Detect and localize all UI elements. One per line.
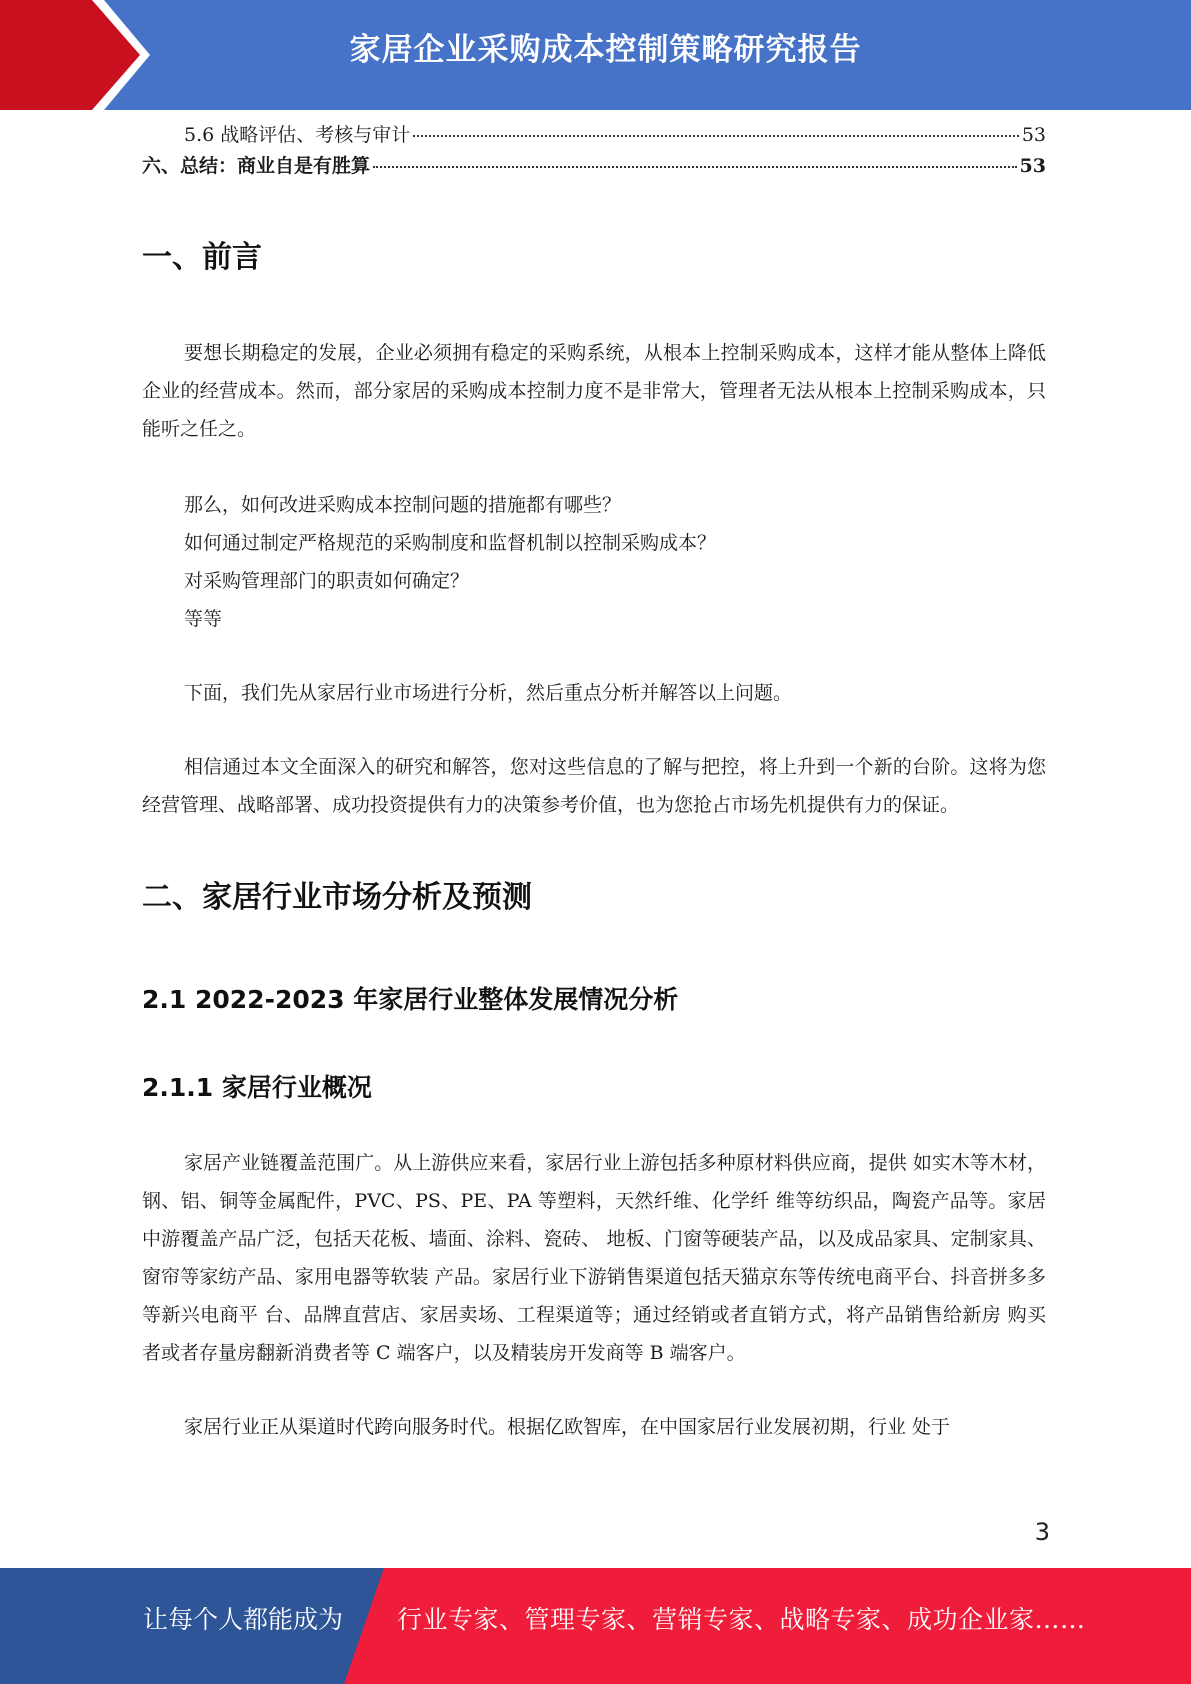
paragraph: 家居产业链覆盖范围广。从上游供应来看，家居行业上游包括多种原材料供应商，提供 如实木等木材，钢、铝、铜等金属配件，PVC、PS、PE、PA 等塑料，天然纤维、化学纤 维等纺织品，陶瓷产品等。家居中游覆盖产品广泛，包括天花板、墙面、涂料、瓷砖、 地板、门窗等硬装产品，以及成品家具、定制家具、窗帘等家纺产品、家用电器等软装 产品。家居行业下游销售渠道包括天猫京东等传统电商平台、抖音拼多多等新兴电商平 台、品牌直营店、家居卖场、工程渠道等；通过经销或者直销方式，将产品销售给新房 购买者或者存量房翻新消费者等 C 端客户，以及精装房开发商等 B 端客户。	[142, 1152, 1046, 1364]
toc-entry-label: 5.6 战略评估、考核与审计	[184, 124, 411, 146]
toc-entry-page: 53	[1021, 124, 1046, 146]
page-header	[0, 0, 1191, 110]
paragraph: 相信通过本文全面深入的研究和解答，您对这些信息的了解与把控，将上升到一个新的台阶。这将为您经营管理、战略部署、成功投资提供有力的决策参考价值，也为您抢占市场先机提供有力的保证。	[142, 756, 1046, 816]
toc-entry[interactable]	[142, 151, 1046, 182]
question-item: 那么，如何改进采购成本控制问题的措施都有哪些？	[184, 494, 622, 516]
paragraph: 家居行业正从渠道时代跨向服务时代。根据亿欧智库，在中国家居行业发展初期，行业 处于	[184, 1416, 951, 1438]
subsection-heading: 2.1 2022-2023 年家居行业整体发展情况分析	[142, 985, 679, 1014]
footer-slogan-right: 行业专家、管理专家、营销专家、战略专家、成功企业家……	[397, 1605, 1086, 1634]
page-number: 3	[1034, 1518, 1050, 1546]
subsubsection-heading: 2.1.1 家居行业概况	[142, 1073, 372, 1102]
paragraph: 下面，我们先从家居行业市场进行分析，然后重点分析并解答以上问题。	[184, 682, 793, 704]
section-heading: 一、前言	[142, 240, 262, 275]
question-item: 如何通过制定严格规范的采购制度和监督机制以控制采购成本？	[184, 532, 717, 554]
section-heading: 二、家居行业市场分析及预测	[142, 880, 532, 915]
question-list	[142, 486, 1046, 638]
toc-entry-label: 六、总结：商业自是有胜算	[142, 155, 371, 177]
header-title: 家居企业采购成本控制策略研究报告	[349, 32, 862, 68]
toc-leader-dots	[373, 166, 1017, 168]
question-item: 等等	[184, 608, 223, 630]
toc-entry-page: 53	[1019, 155, 1046, 177]
footer-slogan-left: 让每个人都能成为	[143, 1605, 344, 1634]
toc-entry[interactable]	[142, 120, 1046, 151]
paragraph: 要想长期稳定的发展，企业必须拥有稳定的采购系统，从根本上控制采购成本，这样才能从整体上降低企业的经营成本。然而，部分家居的采购成本控制力度不是非常大，管理者无法从根本上控制采购成本，只能听之任之。	[142, 342, 1046, 440]
toc-leader-dots	[413, 135, 1019, 137]
document-body	[142, 120, 1046, 1446]
question-item: 对采购管理部门的职责如何确定？	[184, 570, 470, 592]
